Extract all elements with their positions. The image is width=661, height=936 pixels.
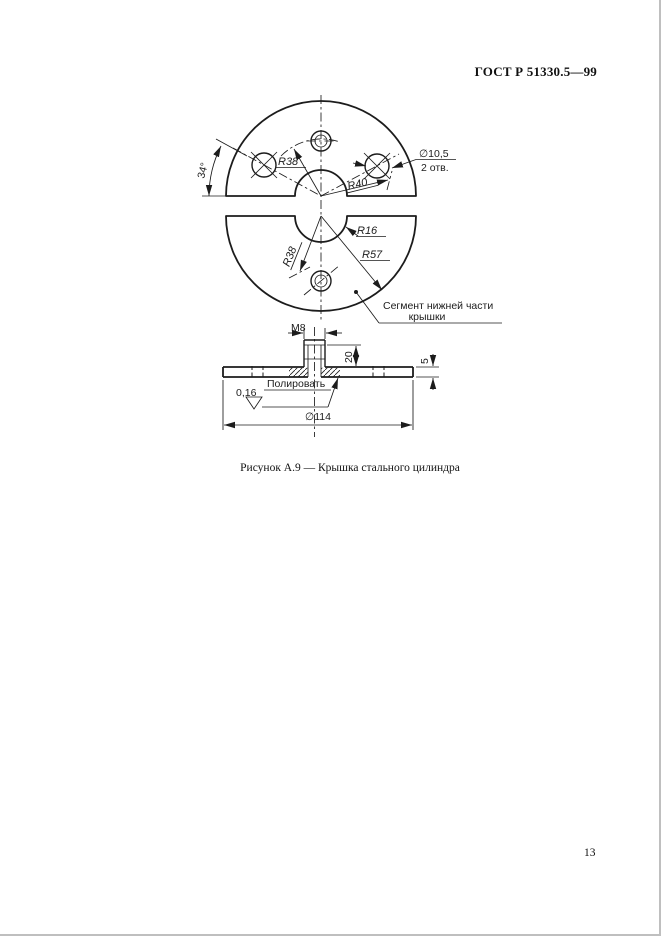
top-view bbox=[195, 95, 502, 323]
polish-callout bbox=[236, 378, 338, 409]
plate-thickness-label: 5 bbox=[419, 358, 431, 364]
angle-label: 34° bbox=[195, 161, 212, 180]
r16-dimension bbox=[346, 225, 386, 237]
segment-note bbox=[354, 290, 502, 323]
r40-arc-tick bbox=[387, 171, 392, 190]
standard-header: ГОСТ Р 51330.5—99 bbox=[474, 64, 597, 79]
right-hole bbox=[364, 153, 390, 179]
r16-label: R16 bbox=[357, 225, 378, 237]
boss-height-label: 20 bbox=[343, 351, 355, 363]
lower-arc-tick bbox=[289, 267, 310, 278]
page-number: 13 bbox=[584, 847, 596, 859]
m8-dimension bbox=[288, 322, 342, 339]
segment-note-line1: Сегмент нижней части bbox=[383, 300, 494, 312]
section-view bbox=[223, 322, 439, 437]
r38-top-label: R38 bbox=[278, 156, 299, 168]
hole-diameter-label: ∅10,5 bbox=[419, 148, 449, 160]
r38-bottom-label: R38 bbox=[280, 245, 300, 269]
outer-diameter-label: ∅114 bbox=[305, 411, 331, 423]
r40-label: R40 bbox=[346, 176, 369, 193]
section-hatch-left bbox=[289, 368, 308, 377]
segment-note-line2: крышки bbox=[408, 311, 446, 323]
plate-thickness-dimension bbox=[416, 354, 439, 390]
section-hatch-right bbox=[321, 368, 340, 377]
roughness-label: 0,16 bbox=[236, 387, 257, 399]
hole-count-label: 2 отв. bbox=[421, 162, 449, 174]
r38-bottom-dimension bbox=[280, 216, 321, 271]
r57-label: R57 bbox=[362, 249, 383, 261]
left-hole bbox=[251, 152, 277, 178]
figure-caption: Рисунок А.9 — Крышка стального цилиндра bbox=[240, 462, 460, 474]
polish-label: Полировать bbox=[267, 378, 326, 390]
r38-top-dimension bbox=[276, 149, 321, 196]
m8-label: M8 bbox=[291, 322, 306, 334]
boss-height-dimension bbox=[327, 345, 361, 366]
